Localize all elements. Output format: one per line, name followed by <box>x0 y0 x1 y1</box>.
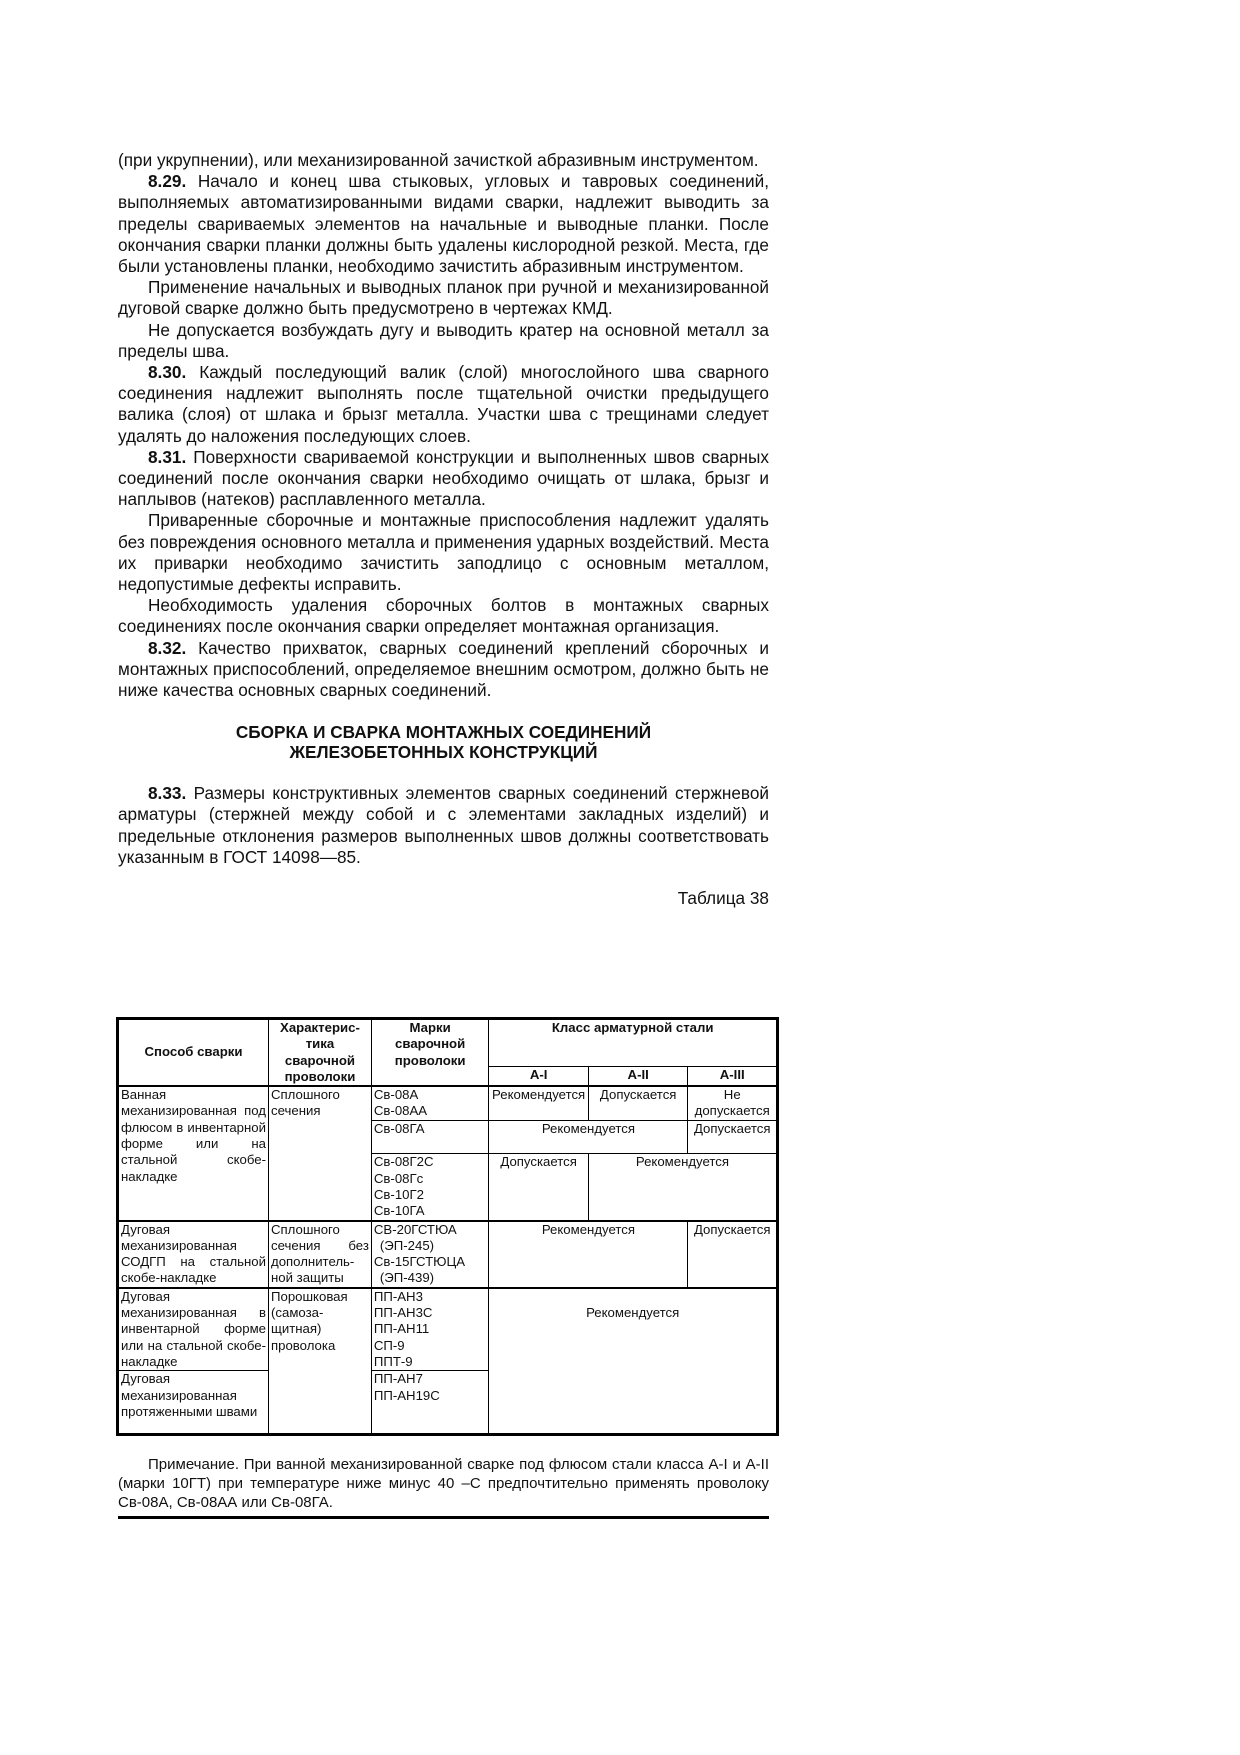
paragraph: Необходимость удаления сборочных болтов в монтажных сварных соединениях после окончания сварки определяет монтажная организация. <box>118 595 769 637</box>
table-caption: Таблица 38 <box>677 888 769 909</box>
mark: СП-9 <box>373 1337 405 1353</box>
paragraph: (при укрупнении), или механизированной зачисткой абразивным инструментом. <box>118 150 759 170</box>
mark: СВ-20ГСТЮА <box>373 1221 457 1237</box>
table-row <box>118 1086 778 1120</box>
clause-number: 8.29. <box>148 171 187 192</box>
header-a1: A-I <box>489 1067 589 1087</box>
cell-a3: Допускается <box>688 1120 778 1154</box>
welding-table <box>116 1017 779 1436</box>
cell-a1-a2: Рекомендуется <box>489 1120 688 1154</box>
cell-a1: Допускается <box>489 1154 589 1221</box>
paragraph-text: Размеры конструктивных элементов сварных соединений стержневой арматуры (стержней между собой и с элементами закладных изделий) и предельные отклонения размеров выполненных швов должны соответствовать указанным в ГОСТ 14098—85. <box>118 783 769 867</box>
cell-a1-a3: Рекомендуется <box>489 1288 778 1435</box>
paragraph-text: Поверхности свариваемой конструкции и выполненных швов сварных соединений после окончания сварки необходимо очищать от шлака, брызг и наплывов (натеков) расплавленного металла. <box>118 446 769 510</box>
cell-marks <box>371 1086 488 1120</box>
cell-characteristic: Сплошного сечения без дополнительной защиты <box>269 1221 372 1288</box>
heading-line-2: ЖЕЛЕЗОБЕТОННЫХ КОНСТРУКЦИЙ <box>289 742 598 763</box>
paragraph-8-31 <box>118 447 769 511</box>
paragraph-8-30 <box>118 362 769 447</box>
clause-number: 8.30. <box>148 362 187 383</box>
paragraph-8-32 <box>118 638 769 702</box>
mark: ПП-АН3 <box>373 1288 423 1304</box>
table-row <box>118 1288 778 1371</box>
paragraph-8-29 <box>118 171 769 277</box>
header-method: Способ сварки <box>118 1019 269 1087</box>
clause-number: 8.33. <box>148 783 187 804</box>
header-a2: A-II <box>588 1067 688 1087</box>
cell-marks <box>371 1120 488 1154</box>
mark: Св-10ГА <box>373 1203 425 1219</box>
mark: ПП-АН7 <box>373 1371 423 1387</box>
paragraph-text: Качество прихваток, сварных соединений креплений сборочных и монтажных приспособлений, определяемое внешним осмотром, должно быть не ниже качества основных сварных соединений. <box>118 637 769 701</box>
mark: Св-08АА <box>373 1103 428 1119</box>
mark: ПП-АН11 <box>373 1321 430 1337</box>
header-steel-class: Класс арматурной стали <box>489 1019 778 1067</box>
table-note <box>118 1455 769 1519</box>
header-marks: Марки сварочной проволоки <box>371 1019 488 1087</box>
cell-characteristic: Порошковая (самозащитная) проволока <box>269 1288 372 1435</box>
cell-a1-a2: Рекомендуется <box>489 1221 688 1288</box>
clause-number: 8.31. <box>148 446 187 467</box>
paragraph-text: Каждый последующий валик (слой) многослойного шва сварного соединения надлежит выполнять после тщательной очистки предыдущего валика (слоя) от шлака и брызг металла. Участки шва с трещинами следует удалять до наложения последующих слоев. <box>118 362 769 446</box>
mark: Св-10Г2 <box>373 1186 424 1202</box>
cell-a2-a3: Рекомендуется <box>588 1154 777 1221</box>
cell-a3: Допускается <box>688 1221 778 1288</box>
paragraph: Не допускается возбуждать дугу и выводить кратер на основной металл за пределы шва. <box>118 319 769 361</box>
mark: (ЭП-439) <box>379 1270 435 1286</box>
cell-a3: Не допускается <box>688 1086 778 1120</box>
cell-marks <box>371 1371 488 1435</box>
cell-marks <box>371 1221 488 1288</box>
header-a3: A-III <box>688 1067 778 1087</box>
mark: Св-08А <box>373 1087 419 1103</box>
mark: ПП-АН19С <box>373 1387 440 1403</box>
paragraph-8-33 <box>118 783 769 868</box>
cell-method: Дуговая механизированная в инвентарной форме или на стальной скобе-накладке <box>118 1288 269 1371</box>
section-heading <box>118 722 769 762</box>
body-text <box>118 150 769 909</box>
mark: ППТ-9 <box>373 1353 413 1369</box>
cell-a1: Рекомендуется <box>489 1086 589 1120</box>
mark: Св-08Гс <box>373 1170 424 1186</box>
paragraph: Применение начальных и выводных планок при ручной и механизированной дуговой сварке должно быть предусмотрено в чертежах КМД. <box>118 277 769 319</box>
mark: (ЭП-245) <box>379 1237 435 1253</box>
table-header-row <box>118 1019 778 1067</box>
clause-number: 8.32. <box>148 637 187 658</box>
paragraph-text: Начало и конец шва стыковых, угловых и тавровых соединений, выполняемых автоматизированными видами сварки, надлежит выводить за пределы свариваемых элементов на начальные и выводные планки. После окончания сварки планки должны быть удалены кислородной резкой. Места, где были установлены планки, необходимо зачистить абразивным инструментом. <box>118 171 769 277</box>
cell-marks <box>371 1154 488 1221</box>
note-text: Примечание. При ванной механизированной сварке под флюсом стали класса A-I и A-II (марки 10ГТ) при температуре ниже минус 40 –С предпочтительно применять проволоку Св-08А, Св-08АА или Св-08ГА. <box>118 1456 769 1511</box>
cell-a2: Допускается <box>588 1086 688 1120</box>
mark: Св-08ГА <box>373 1120 425 1136</box>
cell-marks <box>371 1288 488 1371</box>
mark: Св-08Г2С <box>373 1154 434 1170</box>
header-characteristic: Характеристика сварочной проволоки <box>269 1019 372 1087</box>
heading-line-1: СБОРКА И СВАРКА МОНТАЖНЫХ СОЕДИНЕНИЙ <box>235 722 652 743</box>
table-row <box>118 1221 778 1288</box>
cell-characteristic: Сплошного сечения <box>269 1086 372 1220</box>
cell-method: Дуговая механизированная протяженными швами <box>118 1371 269 1435</box>
paragraph: Приваренные сборочные и монтажные приспособления надлежит удалять без повреждения основного металла и применения ударных воздействий. Места их приварки необходимо зачистить заподлицо с основным металлом, недопустимые дефекты исправить. <box>118 510 769 595</box>
cell-method: Дуговая механизированная СОДГП на стальной скобе-накладке <box>118 1221 269 1288</box>
mark: ПП-АН3С <box>373 1305 433 1321</box>
mark: Св-15ГСТЮЦА <box>373 1254 466 1270</box>
cell-method: Ванная механизированная под флюсом в инвентарной форме или на стальной скобе-накладке <box>118 1086 269 1220</box>
